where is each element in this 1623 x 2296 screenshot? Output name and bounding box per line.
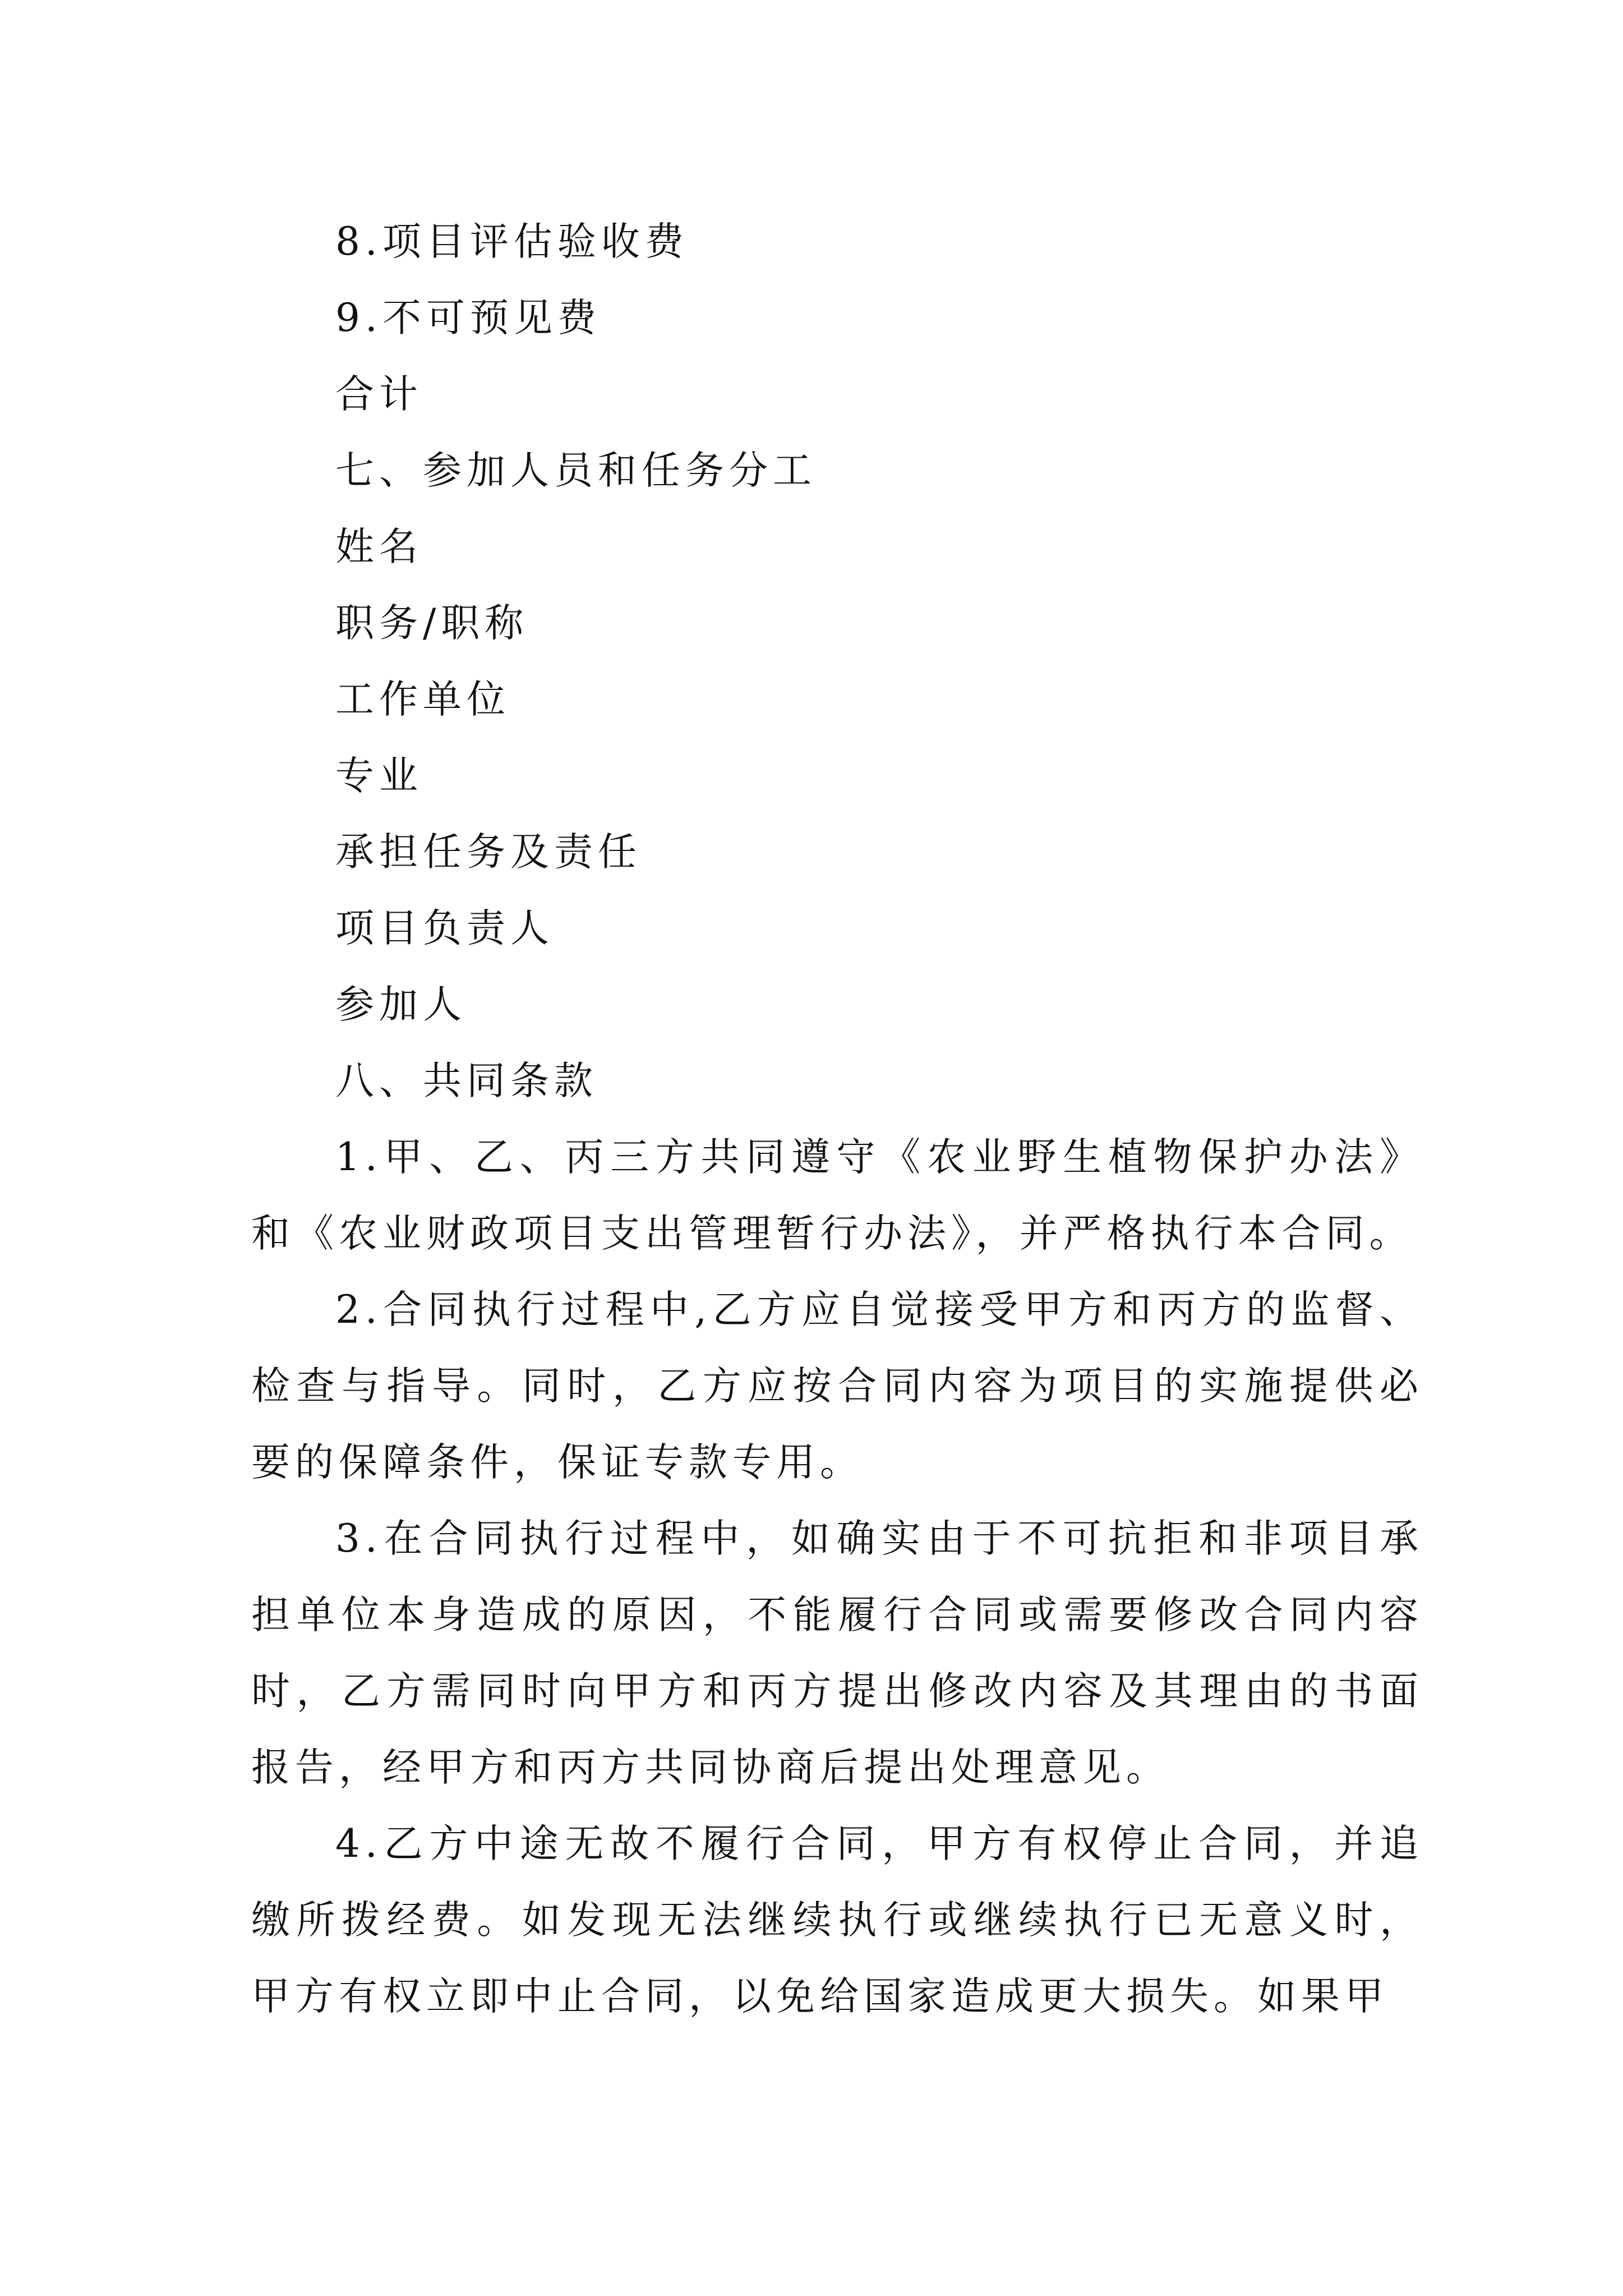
staff-field-name: 姓名 (335, 524, 423, 569)
staff-role-leader: 项目负责人 (335, 906, 554, 951)
budget-item-8: 8.项目评估验收费 (335, 219, 689, 264)
staff-field-duties: 承担任务及责任 (335, 830, 642, 875)
clause-1: 1.甲、乙、丙三方共同遵守《农业野生植物保护办法》和《农业财政项目支出管理暂行办法》，并严格执行本合同。 (251, 1135, 1423, 1256)
clause-4: 4.乙方中途无故不履行合同，甲方有权停止合同，并追缴所拨经费。如发现无法继续执行或继续执行已无意义时，甲方有权立即中止合同，以免给国家造成更大损失。如果甲 (251, 1821, 1423, 2019)
staff-field-employer: 工作单位 (335, 677, 510, 722)
staff-role-participant: 参加人 (335, 982, 467, 1027)
budget-total: 合计 (335, 372, 423, 417)
staff-field-title: 职务/职称 (335, 601, 529, 646)
document-body (251, 204, 1423, 2035)
staff-field-major: 专业 (335, 753, 423, 798)
section-heading-terms: 八、共同条款 (335, 1059, 598, 1103)
clause-2: 2.合同执行过程中,乙方应自觉接受甲方和丙方的监督、检查与指导。同时，乙方应按合同内容为项目的实施提供必要的保障条件，保证专款专用。 (251, 1287, 1423, 1485)
budget-item-9: 9.不可预见费 (335, 296, 601, 341)
clause-3: 3.在合同执行过程中，如确实由于不可抗拒和非项目承担单位本身造成的原因，不能履行合同或需要修改合同内容时，乙方需同时向甲方和丙方提出修改内容及其理由的书面报告，经甲方和丙方共同协商后提出处理意见。 (251, 1516, 1423, 1790)
section-heading-staff: 七、参加人员和任务分工 (335, 448, 817, 493)
